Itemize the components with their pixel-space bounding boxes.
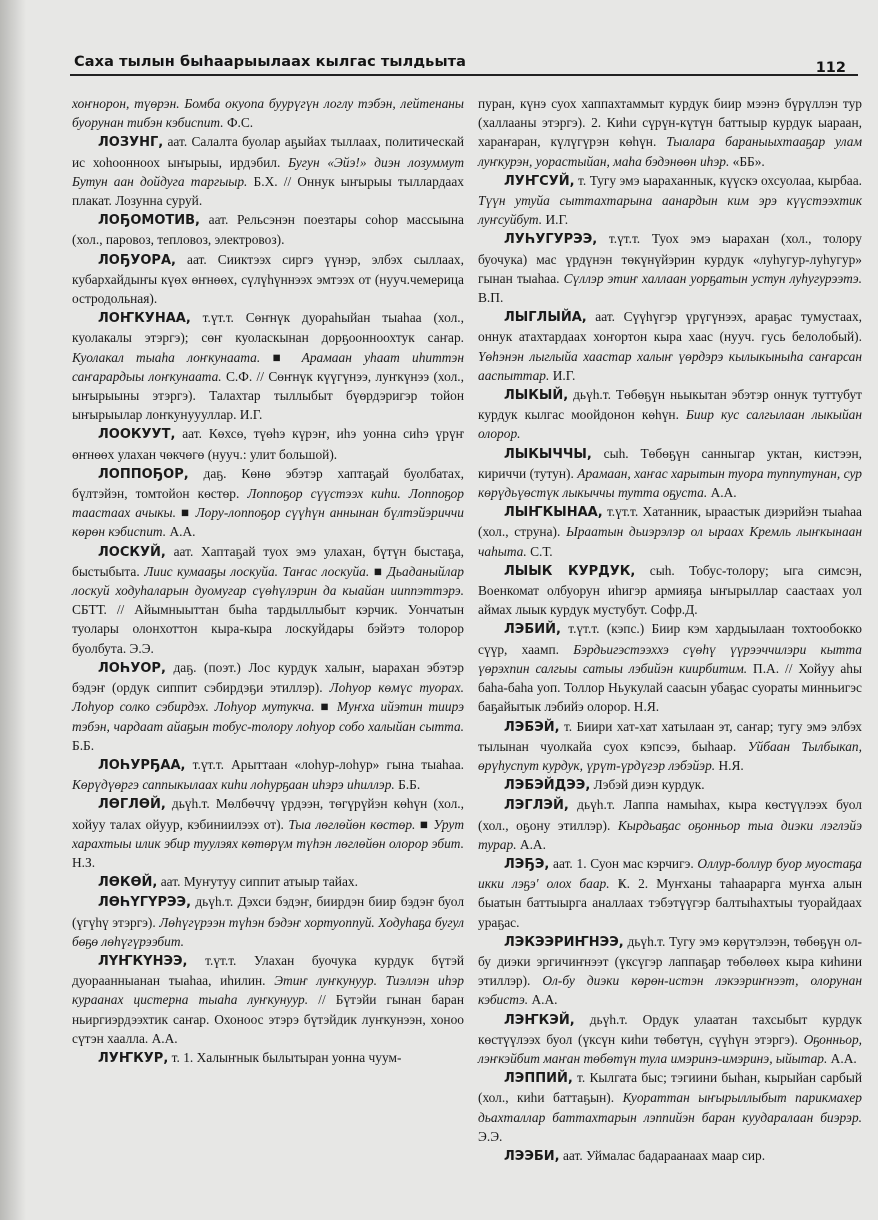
entry-headword: ЛЫКЫЙ,: [504, 388, 569, 404]
entry-example: Арамаан, хаҥас харытын туора туппутунан, сур көрүдьүөстүк лыкыччы тутта оҕуста.: [478, 465, 862, 501]
entry-definition: Салалта буолар аҕыйах тыллаах, политическай ис хоһоонноох ыҥырыы, ирдэбил.: [72, 134, 464, 170]
entry-headword: ЛЫГЛЫЙА,: [504, 310, 587, 326]
entry-source: С.Т.: [530, 543, 553, 559]
page-shadow: [0, 0, 26, 1220]
entry-definition: Көнө эбэтэр хаптаҕай буолбатах, бүлтэйэн, томтойон көстөр.: [72, 465, 464, 502]
entry-grammar: дьүһ.т.: [627, 933, 666, 949]
entry-headword: ЛЭБЭЙДЭЭ,: [504, 778, 591, 794]
dictionary-entry: [478, 1068, 862, 1146]
entry-example: Үөһэнэн лыглыйа хаастар халыҥ үөрдэрэ кылыкыныһа саҥарсан ааспыттар.: [478, 348, 862, 383]
entry-example: Кырдьаҕас оҕонньор тыа диэки лэглэйэ турар.: [478, 817, 862, 852]
entry-headword: ЛУҺУГУРЭЭ,: [504, 232, 598, 248]
dictionary-entry: [72, 94, 464, 132]
entry-source: Н.Я.: [718, 757, 744, 773]
entry-source: А.А.: [531, 992, 558, 1008]
dictionary-entry: [72, 250, 464, 309]
dictionary-entry: [72, 892, 464, 951]
entry-grammar: аат.: [160, 874, 181, 890]
entry-source: Ф.С.: [226, 115, 254, 131]
entry-example: Түүн утуйа сыттахтарына аанардын ким эрэ күүстээхтик луҥсуйбут.: [478, 193, 862, 228]
entry-source: Э.Э.: [478, 1128, 503, 1144]
entry-headword: ЛЭБИЙ,: [504, 622, 561, 638]
entry-source: В.П.: [478, 290, 504, 306]
dictionary-entry: [478, 619, 862, 716]
dictionary-entry: [478, 307, 862, 385]
entry-grammar: т.: [563, 718, 573, 734]
entry-source: П.А. // Хойуу аһы баһа-баһа уоп. Толлор Ньукулай саасын убаҕас суораты минньигэс баҕайытык лэбийэ олорор. Н.Я.: [478, 660, 862, 715]
dictionary-entry: [72, 794, 464, 872]
entry-example: Бугун «Эйэ!» диэн лозуммут Бутун аан дойдуга таргыыр.: [72, 154, 464, 189]
entry-headword: ЛЭКЭЭРИҤНЭЭ,: [504, 934, 624, 950]
entry-grammar: аат.: [595, 309, 616, 325]
entry-example: Сүллэр этиҥ халлаан уорҕатын устун луһугурээтэ.: [563, 270, 862, 286]
dictionary-entry: [478, 854, 862, 932]
entry-headword: ЛӨКӨЙ,: [98, 875, 158, 891]
dictionary-entry: [72, 132, 464, 210]
entry-grammar: т.үт.т.: [202, 310, 234, 326]
entry-example: Этиҥ луҥкунуур. Тиэллэн иһэр кураанах цистерна тыаһа луҥкунуур.: [72, 973, 464, 1008]
entry-source: С.Ф. // Сөҥнүк күүгүнээ, луҥкүнээ (хол., ыҥырыыны этэргэ). Талахтар тыллыбыт бүөрдэригэр тойон ыҥырыылар лоҥкунуууллар. И.Г.: [72, 368, 464, 423]
entry-headword: ЛОҔУОРА,: [98, 252, 176, 268]
dictionary-entry: [72, 1048, 464, 1068]
entry-definition: Сүүһүгэр үрүгүнээх, араҕас тумустаах, оннук атахтардаах хоҥортон кыра хаас (нууч. гусь белолобый).: [478, 309, 863, 345]
entry-grammar: дьүһ.т.: [573, 387, 611, 403]
dictionary-entry: [72, 424, 464, 463]
entry-example: Лоппоҕор сүүстээх киһи. Лоппоҕор таастаах ачыкы. ■ Лору-лоппоҕор сүүһүн аннынан бүлтэйэриччи көрөн кэбиспит.: [72, 486, 464, 540]
entry-definition: Муҥутуу сиппит атыыр тайах.: [183, 874, 358, 890]
entry-definition: Сөҥнүк дуораһыйан тыаһаа (хол., куолакалы этэргэ); сөҥ куоласкынан дорҕоонноохтук саҥар.: [72, 310, 464, 346]
page-header: [70, 50, 858, 80]
entry-example: Уйбаан Тылбыкап, өрүһуспут курдук, үрүт-үрдүгэр лэбэйэр.: [478, 738, 862, 773]
dictionary-entry: [478, 717, 862, 776]
entry-source: Б.Х. // Оннук ыҥырыы тыллардаах плакат. Лозунна суруй.: [72, 173, 464, 209]
entry-grammar: дьүһ.т.: [577, 797, 616, 813]
entry-grammar: т.үт.т.: [192, 756, 224, 772]
entry-source: Б.Б.: [72, 737, 95, 753]
entry-definition: Тугу эмэ ыараханнык, күүскэ охсуолаа, кырбаа.: [589, 172, 862, 188]
dictionary-entry: [478, 385, 862, 444]
entry-definition: Лэбэй диэн курдук.: [593, 777, 705, 793]
entry-grammar: даҕ.: [203, 465, 227, 481]
entry-headword: ЛОСКУЙ,: [98, 544, 166, 560]
entry-definition: Тобус-толору; ыга симсэн, Военкомат олбуорун иһигэр армияҕа ыҥырыллар саастаах уол аймах лыык курдук мустубут.: [478, 562, 862, 618]
entry-headword: ЛОҺУРҔАА,: [98, 757, 186, 773]
entry-definition: Мөлбөччү үрдээн, төгүрүйэн көһүн (хол., хойуу талах ойуур, кэбиниилээх от).: [72, 796, 464, 832]
entry-grammar: аат.: [562, 1147, 583, 1163]
dictionary-entry: [72, 210, 464, 249]
entry-headword: ЛӨҺҮГҮРЭЭ,: [98, 895, 192, 911]
entry-headword: ЛҮҤКҮНЭЭ,: [98, 953, 188, 969]
entry-headword: ЛОҺУОР,: [98, 660, 166, 676]
entry-definition: Рельсэнэн поезтары соһор массыына (хол., паровоз, тепловоз, электровоз).: [72, 212, 464, 248]
entry-grammar: дьүһ.т.: [171, 796, 210, 812]
entry-example: Лиис кумааҕы лоскуйа. Таҥас лоскуйа. ■ Дьаданыйлар лоскуй ходуһаларын дуомугар сүөһүлэрин да кыайан ииппэттэрэ.: [72, 563, 464, 599]
entry-source: А.А.: [710, 485, 737, 501]
entry-source: СБТТ. // Айымныыттан быһа тардыллыбыт кэрчик. Уончатын туолары олонхоттон кыра-кыра лоскуйдары бэйэтэ толорор буолбута. Э.Э.: [72, 602, 464, 656]
entry-source: Софр.Д.: [650, 602, 698, 618]
entry-headword: ЛЭБЭЙ,: [504, 719, 560, 735]
entry-example: Бэрдьигэстээххэ сүөһү үүрээччилэри кытта үөрэхпин салгыы сатыы лэбийэн киирбитим.: [478, 641, 862, 676]
entry-example: Тыалара бараныыхтааҕар улам луҥкурэн, уорастыйан, маһа бэдэнөөн иһэр.: [478, 134, 862, 169]
entry-example: Көрүдүөргэ саппыкылаах киһи лоһурҕаан иһэрэ иһиллэр.: [72, 777, 395, 793]
entry-grammar: т.үт.т.: [205, 952, 237, 968]
dictionary-entry: [72, 308, 464, 424]
entry-headword: ЛУҤСУЙ,: [504, 173, 575, 189]
dictionary-entry: [72, 464, 464, 542]
dictionary-entry: [478, 94, 862, 171]
dictionary-entry: [72, 755, 464, 794]
entry-headword: ЛЫЫК КУРДУК,: [504, 563, 636, 579]
entry-definition: Улахан буочука курдук бүтэй дуораанныанан тыаһаа, иһилин.: [72, 952, 464, 989]
entry-example: Куораттан ыҥырыллыбыт парикмахер дьахталлар баттахтарын лэппийэн баран куударалаан биэрэр.: [478, 1090, 862, 1125]
entry-grammar: аат.: [208, 212, 229, 228]
entry-headword: ЛУҤКУР,: [98, 1050, 169, 1066]
entry-definition: Төбөҕүн санныгар уктан, кистээн, кириччи (тутун).: [478, 445, 862, 481]
dictionary-entry: [72, 542, 464, 658]
entry-grammar: т.үт.т. (кэпс.): [568, 621, 645, 637]
entry-grammar: аат.: [187, 251, 207, 267]
entry-definition: Туох эмэ ыарахан (хол., толору буочука) мас үрдүнэн төкүнүйэрин курдук «луһугур-луһугур» гынан тыаһаа.: [478, 231, 862, 286]
entry-definition: Уймалас бадараанаах маар сир.: [586, 1147, 766, 1163]
entry-source: Ҝ. 2. Муҥханы таһаарарга муҥха алын быатын баттыырга аналлаах тэбэтүүгэр балтыһахтыы туорайдаах ураҕас.: [478, 876, 862, 930]
entry-grammar: аат.: [167, 134, 188, 150]
entry-example: Лоһуор көмүс туорах. Лоһуор солко сэбирдэх. Лоһуор мутукча. ■ Муҥха ийэтин тиирэ тэбэн, чардаат айаҕын тобус-толору лоһуор собо халыйан сытта.: [72, 680, 464, 734]
entry-source: А.А.: [519, 836, 546, 852]
dictionary-entry: [478, 229, 862, 307]
entry-headword: ЛОППОҔОР,: [98, 466, 189, 482]
page-number: 112: [815, 60, 846, 76]
entry-definition: Лаппа намыһах, кыра көстүүлээх буол (хол., оҕону этиллэр).: [478, 797, 862, 833]
entry-headword: ЛОҤКУНАА,: [98, 311, 191, 327]
dictionary-entry: [478, 795, 862, 854]
right-column: [478, 94, 862, 1166]
entry-definition: Биири хат-хат хатылаан эт, саҥар; тугу эмэ элбэх тылынан чуолкайа суох кэпсээ, быһаар.: [478, 718, 862, 754]
entry-grammar: т.: [577, 1070, 586, 1086]
entry-source: Н.З.: [72, 854, 96, 870]
dictionary-entry: [478, 502, 862, 561]
entry-headword: ЛЭГЛЭЙ,: [504, 798, 569, 814]
entry-definition: Көхсө, түөһэ күрэҥ, иһэ уонна сиһэ үрүҥ өҥнөөх улахан чөкчөгө (нууч.: улит большой).: [72, 426, 464, 462]
entry-source: А.А.: [169, 524, 196, 540]
entry-definition: Хаптаҕай туох эмэ улахан, бүтүн быстаҕа, быстыбыта.: [72, 543, 464, 579]
entry-example: Куолакал тыаһа лоҥкунаата. ■ Арамаан уһаат иһиттэн саҥарардыы лоҥкунаата.: [72, 349, 464, 384]
entry-headword: ЛЫКЫЧЧЫ,: [504, 446, 592, 462]
entry-example: хоҥнорон, түөрэн. Бомба окуопа буурүгүн логлу тэбэн, лейтенаны буорунан тибэн кэбиспит.: [72, 96, 464, 131]
entry-grammar: т.үт.т.: [608, 231, 641, 247]
entry-grammar: аат.: [182, 426, 202, 442]
entry-headword: ЛӨГЛӨЙ,: [98, 797, 166, 813]
entry-grammar: т.: [578, 172, 587, 188]
entry-grammar: сыһ.: [603, 445, 629, 461]
entry-source: И.Г.: [552, 367, 576, 383]
entry-example: Лөһүгүрээн түһэн бэдэҥ хортуоппуй. Ходуһаҕа бугул бөҕө лөһүгүрээбит.: [72, 914, 464, 949]
entry-grammar: дьүһ.т.: [589, 1011, 628, 1027]
dictionary-entry: [478, 1010, 862, 1069]
dictionary-entry: [72, 951, 464, 1048]
entry-definition: Ордук улаатан тахсыбыт курдук көстүүлээх буол (үксүн киһи төбөтүн, сүүһүн этэргэ).: [478, 1011, 862, 1047]
entry-headword: ЛОҔОМОТИВ,: [98, 213, 200, 229]
entry-definition: Арыттаан «лоһур-лоһур» гына тыаһаа.: [231, 756, 464, 772]
entry-headword: ЛЫҤКЫНАА,: [504, 505, 603, 521]
entry-definition: Тугу эмэ көрүтэлээн, төбөҕүн ол-бу диэки эргичиҥнээт (үксүгэр лаппаҕар төбөлөөх кыра киһини этиллэр).: [478, 933, 862, 989]
entry-definition: Төбөҕүн ньыкытан эбэтэр оннук туттубут курдук кылгас моойдонон көһүн.: [478, 387, 862, 423]
entry-headword: ЛОЗУНГ,: [98, 135, 164, 151]
entry-definition: пуран, күнэ суох хаппахтаммыт курдук биир мээнэ бүрүллэн тур (халлааны этэргэ). 2. Киһи сүрүн-күтүн баттыыр курдук ыараан, хараҥаран, күлүгүрэн көһүн.: [478, 96, 862, 150]
entry-definition: Хатанник, ыраастык диэрийэн тыаһаа (хол., струна).: [478, 504, 862, 540]
entry-example: Оҕонньор, лэҥкэйбит маҥан төбөтүн тула имэринэ-имэринэ, ыйытар.: [478, 1031, 862, 1066]
entry-headword: ЛЭҔЭ,: [504, 856, 550, 872]
entry-example: Ол-бу диэки көрөн-истэн лэкээриҥнээт, олорунан кэбистэ.: [478, 973, 862, 1008]
entry-source: А.А.: [830, 1050, 857, 1066]
dictionary-entry: [72, 658, 464, 755]
entry-grammar: даҕ. (поэт.): [173, 659, 241, 675]
entry-definition: 1. Халыҥнык былытыран уонна чуум-: [183, 1049, 402, 1065]
entry-grammar: т.үт.т.: [606, 504, 639, 520]
entry-definition: Кылгата быс; тэгиини быһан, кырыйан сарбый (хол., киһи баттаҕын).: [478, 1070, 862, 1106]
entry-grammar: аат.: [553, 855, 573, 871]
entry-definition: Дэхси бэдэҥ, биирдэн биир бэдэҥ буол (үгүһү этэргэ).: [72, 894, 464, 930]
entry-headword: ЛООКУУТ,: [98, 427, 176, 443]
dictionary-entry: [478, 561, 862, 620]
entry-headword: ЛЭППИЙ,: [504, 1071, 573, 1087]
entry-example: Ыраатын дьиэрэлэр ол ыраах Кремль лыҥкынаан чаһыта.: [478, 524, 862, 559]
dictionary-entry: [478, 932, 862, 1010]
entry-example: Тыа лөглөйөн көстөр. ■ Урут харахтыы илик эбир туулэях көтөрүм түһэн лөглөйөн олорор эбит.: [72, 816, 464, 851]
entry-definition: 1. Суон мас кэрчигэ.: [576, 855, 694, 871]
dictionary-entry: [72, 872, 464, 892]
entry-grammar: аат.: [173, 543, 194, 559]
entry-headword: ЛЭҤКЭЙ,: [504, 1012, 575, 1028]
dictionary-entry: [478, 171, 862, 230]
entry-source: И.Г.: [545, 212, 569, 228]
entry-grammar: сыһ.: [649, 562, 675, 578]
entry-headword: ЛЭЭБИ,: [504, 1148, 560, 1164]
left-column: [72, 94, 464, 1068]
dictionary-entry: [478, 444, 862, 503]
entry-source: «ББ».: [732, 153, 765, 169]
entry-definition: Биир кэм хардыылаан тохтообокко сүүр, хаамп.: [478, 621, 862, 657]
entry-example: Оллур-боллур буор муостаҕа икки лэҕэ' олох баар.: [478, 855, 862, 892]
entry-grammar: дьүһ.т.: [195, 894, 234, 910]
dictionary-entry: [478, 775, 862, 795]
header-rule: [70, 74, 858, 76]
entry-grammar: т.: [171, 1049, 180, 1065]
entry-source: // Бүтэйи гынан баран ньиргиэрдээхтик саҥар. Охоноос этэрэ бүтэйдик луҥкунээн, хоноо сүтэн хаалла. А.А.: [72, 992, 464, 1046]
entry-definition: Сииктээх сиргэ үүнэр, элбэх сыллаах, кубархайдыҥы күөх өҥнөөх, сүлүһүннээх эмтээх от (нууч.чемерица остродольная).: [72, 251, 464, 307]
entry-source: Б.Б.: [398, 777, 421, 793]
running-title: Саха тылын быһаарыылаах кылгас тылдьыта: [74, 54, 467, 70]
entry-definition: Лос курдук халыҥ, ыарахан эбэтэр бэдэҥ (ордук сиппит сэбирдэҕи этиллэр).: [72, 659, 464, 696]
entry-example: Биир кус салгылаан лыкыйан олорор.: [478, 407, 862, 442]
dictionary-entry: [478, 1146, 862, 1166]
